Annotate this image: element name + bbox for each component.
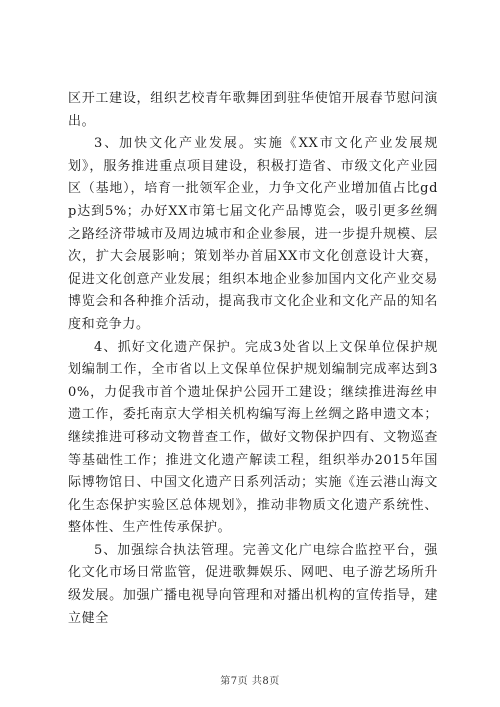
paragraph-continuation: 区开工建设，组织艺校青年歌舞团到驻华使馆开展春节慰问演出。 — [68, 91, 438, 129]
paragraph-law-enforcement: 5、加强综合执法管理。完善文化广电综合监控平台，强化文化市场日常监管，促进歌舞娱乐、网吧、电子游艺场所升级发展。加强广播电视导向管理和对播出机构的宣传指导，建立健全 — [68, 542, 438, 626]
page-footer: 第7页 共8页 — [220, 676, 280, 687]
document-body — [68, 88, 438, 630]
paragraph-heritage-protection: 4、抓好文化遗产保护。完成3处省以上文保单位保护规划编制工作，全市省以上文保单位保护规划编制完成率达到30%，力促我市首个遗址保护公园开工建设；继续推进海丝申遗工作，委托南京大学相关机构编写海上丝绸之路申遗文本；继续推进可移动文物普查工作，做好文物保护四有、文物巡查等基础性工作；推进文化遗产解读工程，组织举办2015年国际博物馆日、中国文化遗产日系列活动；实施《连云港山海文化生态保护实验区总体规划》，推动非物质文化遗产系统性、整体性、生产性传承保护。 — [68, 339, 438, 536]
paragraph-cultural-industry: 3、加快文化产业发展。实施《XX市文化产业发展规划》，服务推进重点项目建设，积极打造省、市级文化产业园区（基地），培育一批领军企业，力争文化产业增加值占比gdp达到5%；办好XX市第七届文化产品博览会，吸引更多丝绸之路经济带城市及周边城市和企业参展，进一步提升规模、层次，扩大会展影响；策划举办首届XX市文化创意设计大赛，促进文化创意产业发展；组织本地企业参加国内文化产业交易博览会和各种推介活动，提高我市文化企业和文化产品的知名度和竞争力。 — [68, 136, 438, 332]
